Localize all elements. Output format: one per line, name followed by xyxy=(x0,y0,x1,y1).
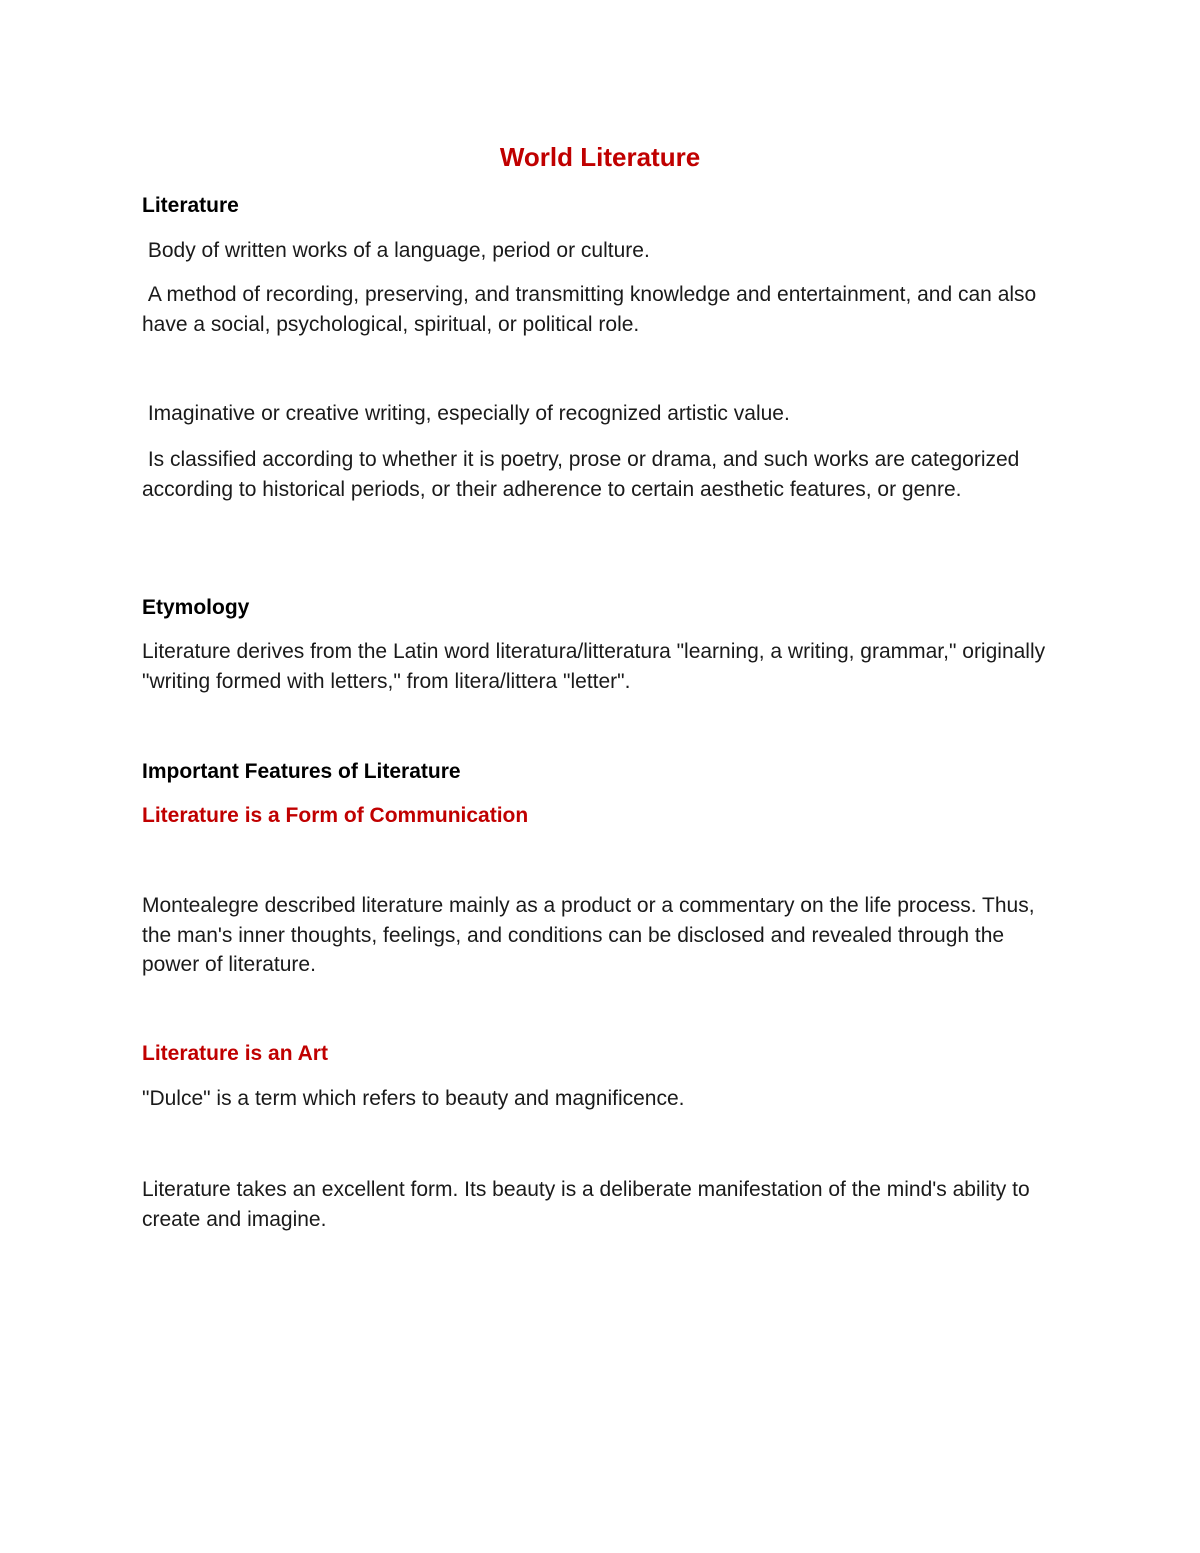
section-heading-etymology: Etymology xyxy=(142,596,250,619)
art-paragraph-1: "Dulce" is a term which refers to beauty and magnificence. xyxy=(142,1087,685,1110)
page-title: World Literature xyxy=(499,142,701,172)
subheading-communication: Literature is a Form of Communication xyxy=(142,804,529,827)
section-heading-literature: Literature xyxy=(142,194,239,217)
subheading-art: Literature is an Art xyxy=(142,1042,328,1065)
literature-paragraph-1: Body of written works of a language, period or culture. xyxy=(142,239,650,262)
literature-paragraph-3: Imaginative or creative writing, especially of recognized artistic value. xyxy=(142,402,790,425)
literature-paragraph-4: Is classified according to whether it is poetry, prose or drama, and such works are categorized according to historical periods, or their adherence to certain aesthetic features, or genre. xyxy=(142,448,1026,501)
art-paragraph-2: Literature takes an excellent form. Its beauty is a deliberate manifestation of the mind's ability to create and imagine. xyxy=(142,1178,1036,1231)
section-heading-features: Important Features of Literature xyxy=(142,760,461,783)
literature-paragraph-2: A method of recording, preserving, and transmitting knowledge and entertainment, and can also have a social, psychological, spiritual, or political role. xyxy=(142,283,1043,336)
etymology-paragraph: Literature derives from the Latin word literatura/litteratura "learning, a writing, grammar," originally "writing formed with letters," from litera/littera "letter". xyxy=(142,640,1051,693)
communication-paragraph: Montealegre described literature mainly as a product or a commentary on the life process. Thus, the man's inner thoughts, feelings, and conditions can be disclosed and revealed through the power of literature. xyxy=(142,894,1041,976)
